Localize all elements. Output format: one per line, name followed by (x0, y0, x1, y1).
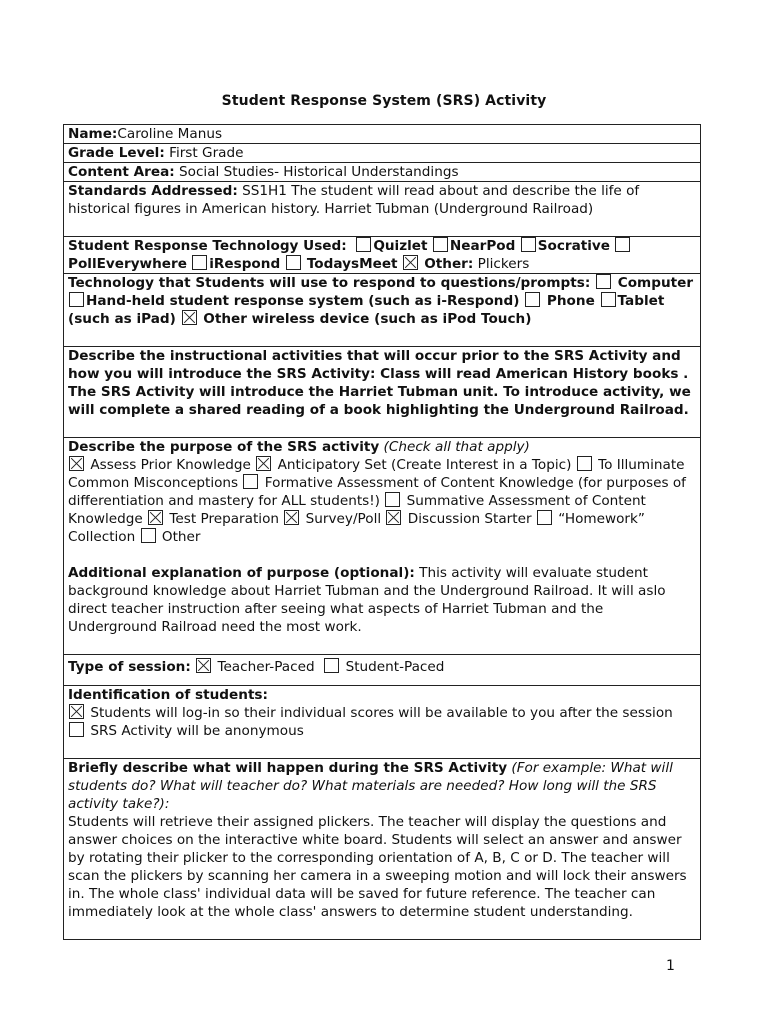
srs-form-table (63, 124, 701, 940)
document-title: Student Response System (SRS) Activity (221, 93, 547, 109)
login-checkbox[interactable] (69, 704, 84, 719)
anticipatory-set-checkbox[interactable] (256, 456, 271, 471)
summative-checkbox[interactable] (385, 492, 400, 507)
quizlet-option-label: Quizlet (373, 238, 428, 254)
handheld-option-label: Hand-held student response system (such as i-Respond) (86, 293, 520, 309)
student-paced-label: Student-Paced (345, 659, 445, 675)
additional-explanation-label: Additional explanation of purpose (optional): (68, 565, 415, 581)
todaysmeet-option-label: TodaysMeet (306, 256, 398, 272)
survey-poll-checkbox[interactable] (284, 510, 299, 525)
technology-label: Student Response Technology Used: (68, 238, 347, 254)
irespond-checkbox[interactable] (192, 255, 207, 270)
standards-label: Standards Addressed: (68, 183, 238, 199)
computer-option-label: Computer (617, 275, 694, 291)
test-prep-label: Test Preparation (169, 511, 280, 527)
session-row (64, 655, 701, 686)
grade-label: Grade Level: (68, 145, 165, 161)
anonymous-label: SRS Activity will be anonymous (90, 723, 304, 739)
other-tech-option-label: Other: (424, 256, 474, 272)
session-label: Type of session: (68, 659, 191, 675)
summative-label: Summative Assessment of Content Knowledge (68, 493, 646, 527)
anonymous-checkbox[interactable] (69, 722, 84, 737)
standards-row (64, 182, 701, 237)
devices-label: Technology that Students will use to respond to questions/prompts: (68, 275, 591, 291)
login-label: Students will log-in so their individual scores will be available to you after the session (90, 705, 673, 721)
other-tech-value: Plickers (477, 256, 530, 272)
homework-label: “Homework” Collection (68, 511, 645, 545)
devices-row (64, 274, 701, 347)
instructional-text: Describe the instructional activities that will occur prior to the SRS Activity and how you will introduce the SRS Activity: Class will read American History books . The SRS Activity will introduce the Harriet Tubman unit. To introduce activity, we will complete a shared reading of a book highlighting the Underground Railroad. (68, 348, 691, 418)
student-paced-checkbox[interactable] (324, 658, 339, 673)
formative-checkbox[interactable] (243, 474, 258, 489)
instructional-row (64, 347, 701, 438)
polleverywhere-checkbox[interactable] (615, 237, 630, 252)
computer-checkbox[interactable] (596, 274, 611, 289)
socrative-checkbox[interactable] (521, 237, 536, 252)
tablet-checkbox[interactable] (601, 292, 616, 307)
discussion-starter-checkbox[interactable] (386, 510, 401, 525)
nearpod-checkbox[interactable] (433, 237, 448, 252)
describe-value: Students will retrieve their assigned plickers. The teacher will display the questions and answer choices on the interactive white board. Students will select an answer and answer by rotating their plicker to the corresponding orientation of A, B, C or D. The teacher will scan the plickers by scanning her camera in a sweeping motion and will lock their answers in. The whole class' individual data will be saved for future reference. The teacher can immediately look at the whole class' answers to determine student understanding. (68, 814, 687, 920)
identification-row (64, 686, 701, 759)
prior-knowledge-checkbox[interactable] (69, 456, 84, 471)
other-purpose-label: Other (161, 529, 201, 545)
identification-label: Identification of students: (68, 687, 268, 703)
homework-checkbox[interactable] (537, 510, 552, 525)
todaysmeet-checkbox[interactable] (286, 255, 301, 270)
name-value: Caroline Manus (117, 126, 223, 142)
purpose-row (64, 438, 701, 655)
additional-explanation-value: This activity will evaluate student background knowledge about Harriet Tubman and the Underground Railroad. It will aslo direct teacher instruction after seeing what aspects of Harriet Tubman and the Underground Railroad need the most work. (68, 565, 666, 635)
content-area-label: Content Area: (68, 164, 175, 180)
other-device-option-label: Other wireless device (such as iPod Touch) (203, 311, 532, 327)
describe-label: Briefly describe what will happen during the SRS Activity (68, 760, 508, 776)
purpose-hint: (Check all that apply) (383, 439, 530, 455)
misconceptions-checkbox[interactable] (577, 456, 592, 471)
content-area-value: Social Studies- Historical Understandings (179, 164, 459, 180)
content-area-row (64, 163, 701, 182)
name-label: Name: (68, 126, 118, 142)
test-prep-checkbox[interactable] (148, 510, 163, 525)
other-purpose-checkbox[interactable] (141, 528, 156, 543)
teacher-paced-label: Teacher-Paced (217, 659, 315, 675)
tablet-option-label: Tablet (such as iPad) (68, 293, 665, 327)
prior-knowledge-label: Assess Prior Knowledge (90, 457, 251, 473)
technology-row (64, 237, 701, 274)
name-row (64, 125, 701, 144)
survey-poll-label: Survey/Poll (305, 511, 382, 527)
grade-row (64, 144, 701, 163)
polleverywhere-option-label: PollEverywhere (68, 256, 187, 272)
standards-value: SS1H1 The student will read about and describe the life of historical figures in American history. Harriet Tubman (Underground Railroad) (68, 183, 640, 217)
grade-value: First Grade (169, 145, 244, 161)
other-device-checkbox[interactable] (182, 310, 197, 325)
formative-label: Formative Assessment of Content Knowledge (for purposes of differentiation and mastery for ALL students!) (68, 475, 686, 509)
page-number: 1 (666, 958, 675, 974)
socrative-option-label: Socrative (537, 238, 610, 254)
teacher-paced-checkbox[interactable] (196, 658, 211, 673)
phone-option-label: Phone (546, 293, 595, 309)
anticipatory-set-label: Anticipatory Set (Create Interest in a Topic) (277, 457, 572, 473)
irespond-option-label: iRespond (209, 256, 281, 272)
purpose-label: Describe the purpose of the SRS activity (68, 439, 380, 455)
nearpod-option-label: NearPod (449, 238, 516, 254)
other-tech-checkbox[interactable] (403, 255, 418, 270)
describe-hint: (For example: What will students do? What will teacher do? What materials are needed? How long will the SRS activity take?): (68, 760, 673, 812)
misconceptions-label: To Illuminate Common Misconceptions (68, 457, 685, 491)
discussion-starter-label: Discussion Starter (407, 511, 532, 527)
handheld-checkbox[interactable] (69, 292, 84, 307)
quizlet-checkbox[interactable] (356, 237, 371, 252)
describe-row (64, 759, 701, 940)
phone-checkbox[interactable] (525, 292, 540, 307)
